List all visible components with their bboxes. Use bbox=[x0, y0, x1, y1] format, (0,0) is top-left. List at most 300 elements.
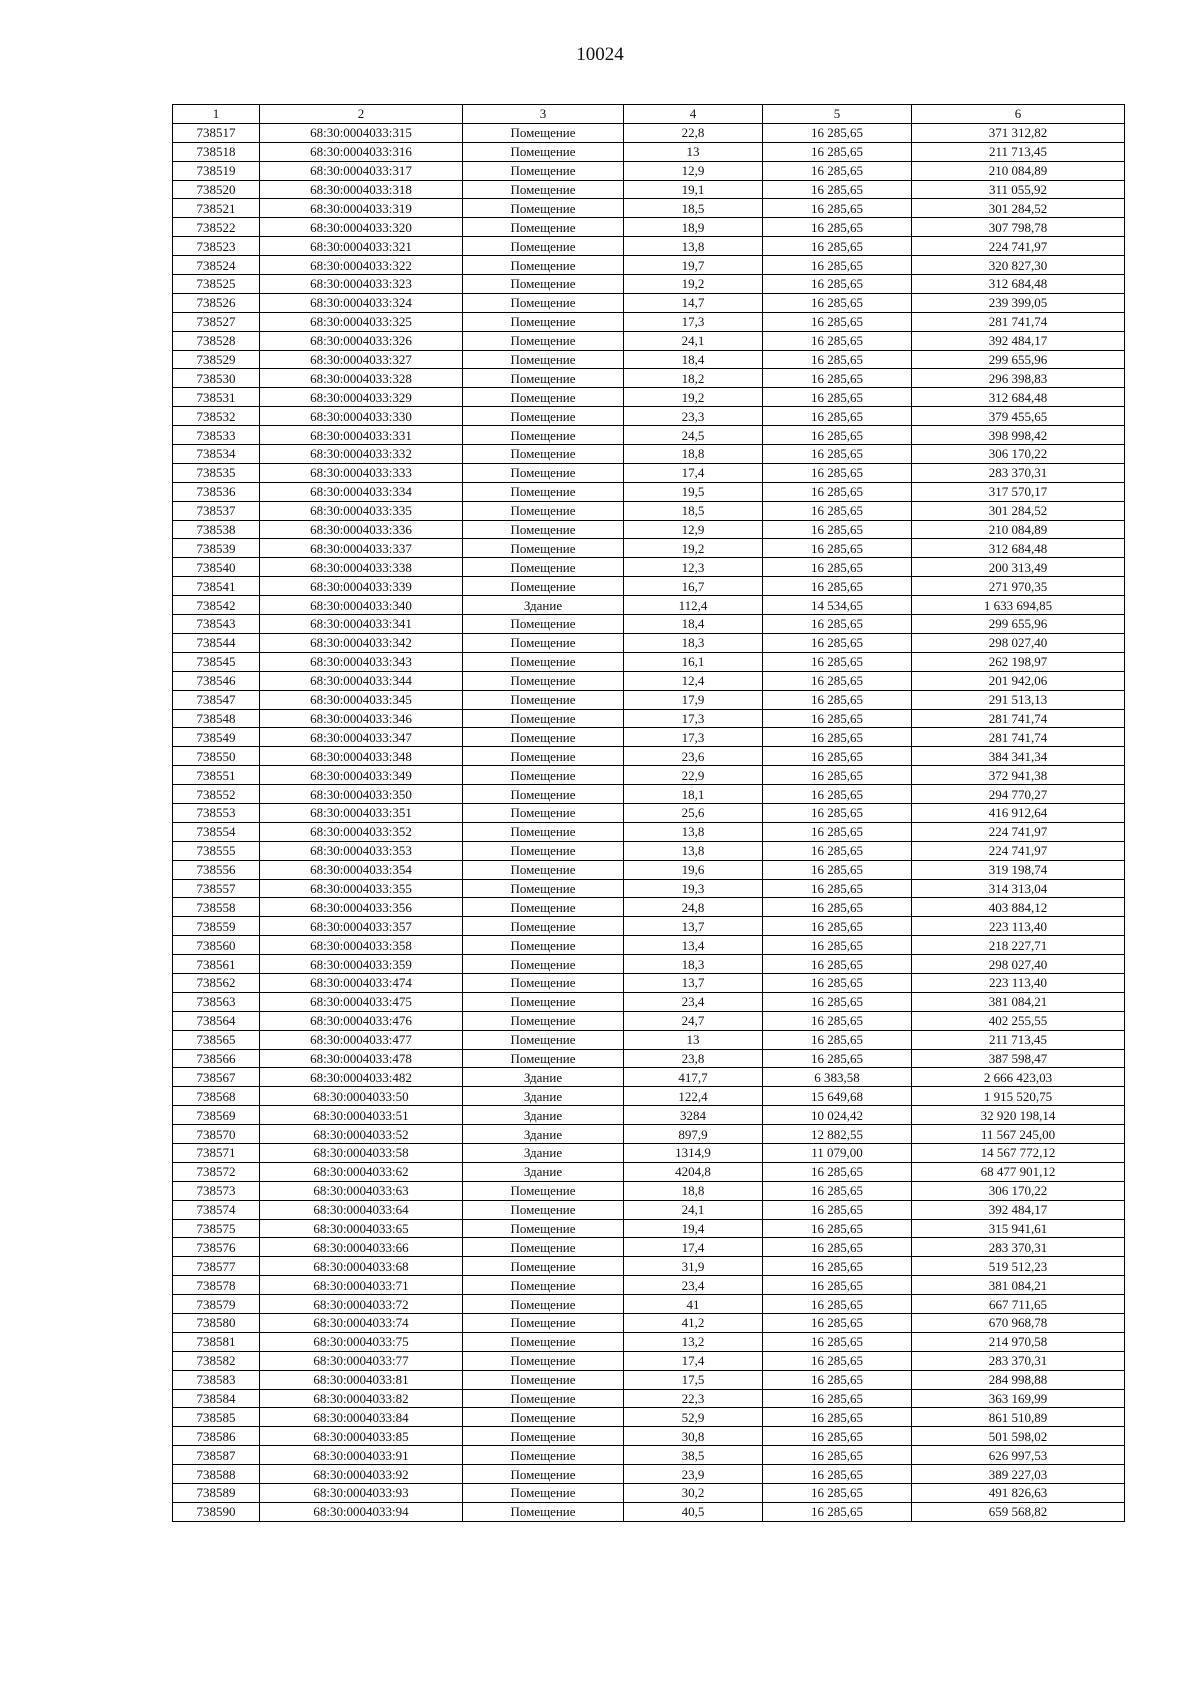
specific-value-cell: 16 285,65 bbox=[763, 671, 912, 690]
table-row bbox=[173, 1427, 1125, 1446]
cadastral-value-cell: 384 341,34 bbox=[912, 747, 1125, 766]
cadastral-number-cell: 68:30:0004033:91 bbox=[260, 1446, 463, 1465]
row-number-cell: 738535 bbox=[173, 463, 260, 482]
specific-value-cell: 16 285,65 bbox=[763, 369, 912, 388]
specific-value-cell: 16 285,65 bbox=[763, 1238, 912, 1257]
cadastral-value-cell: 381 084,21 bbox=[912, 992, 1125, 1011]
area-cell: 1314,9 bbox=[624, 1143, 763, 1162]
cadastral-number-cell: 68:30:0004033:348 bbox=[260, 747, 463, 766]
object-type-cell: Помещение bbox=[463, 615, 624, 634]
object-type-cell: Здание bbox=[463, 1125, 624, 1144]
row-number-cell: 738569 bbox=[173, 1106, 260, 1125]
row-number-cell: 738582 bbox=[173, 1351, 260, 1370]
specific-value-cell: 16 285,65 bbox=[763, 1257, 912, 1276]
cadastral-number-cell: 68:30:0004033:50 bbox=[260, 1087, 463, 1106]
cadastral-value-cell: 224 741,97 bbox=[912, 841, 1125, 860]
cadastral-value-cell: 306 170,22 bbox=[912, 1181, 1125, 1200]
area-cell: 22,3 bbox=[624, 1389, 763, 1408]
area-cell: 417,7 bbox=[624, 1068, 763, 1087]
table-row bbox=[173, 1068, 1125, 1087]
area-cell: 17,4 bbox=[624, 1238, 763, 1257]
area-cell: 17,9 bbox=[624, 690, 763, 709]
column-header-5: 5 bbox=[763, 105, 912, 124]
cadastral-value-cell: 296 398,83 bbox=[912, 369, 1125, 388]
object-type-cell: Помещение bbox=[463, 766, 624, 785]
object-type-cell: Помещение bbox=[463, 1276, 624, 1295]
cadastral-number-cell: 68:30:0004033:320 bbox=[260, 218, 463, 237]
area-cell: 18,1 bbox=[624, 785, 763, 804]
object-type-cell: Помещение bbox=[463, 860, 624, 879]
cadastral-number-cell: 68:30:0004033:62 bbox=[260, 1162, 463, 1181]
table-row bbox=[173, 1446, 1125, 1465]
row-number-cell: 738543 bbox=[173, 615, 260, 634]
row-number-cell: 738521 bbox=[173, 199, 260, 218]
row-number-cell: 738519 bbox=[173, 161, 260, 180]
row-number-cell: 738562 bbox=[173, 973, 260, 992]
cadastral-number-cell: 68:30:0004033:81 bbox=[260, 1370, 463, 1389]
area-cell: 12,3 bbox=[624, 558, 763, 577]
cadastral-value-cell: 363 169,99 bbox=[912, 1389, 1125, 1408]
cadastral-number-cell: 68:30:0004033:343 bbox=[260, 652, 463, 671]
area-cell: 24,7 bbox=[624, 1011, 763, 1030]
object-type-cell: Здание bbox=[463, 1106, 624, 1125]
cadastral-number-cell: 68:30:0004033:316 bbox=[260, 142, 463, 161]
row-number-cell: 738576 bbox=[173, 1238, 260, 1257]
table-row bbox=[173, 1314, 1125, 1333]
row-number-cell: 738564 bbox=[173, 1011, 260, 1030]
object-type-cell: Помещение bbox=[463, 1219, 624, 1238]
cadastral-number-cell: 68:30:0004033:349 bbox=[260, 766, 463, 785]
row-number-cell: 738550 bbox=[173, 747, 260, 766]
cadastral-value-cell: 262 198,97 bbox=[912, 652, 1125, 671]
table-row bbox=[173, 180, 1125, 199]
row-number-cell: 738570 bbox=[173, 1125, 260, 1144]
area-cell: 17,4 bbox=[624, 463, 763, 482]
cadastral-value-cell: 416 912,64 bbox=[912, 803, 1125, 822]
specific-value-cell: 16 285,65 bbox=[763, 1484, 912, 1503]
object-type-cell: Помещение bbox=[463, 539, 624, 558]
area-cell: 18,4 bbox=[624, 615, 763, 634]
cadastral-value-cell: 379 455,65 bbox=[912, 407, 1125, 426]
cadastral-number-cell: 68:30:0004033:94 bbox=[260, 1502, 463, 1521]
cadastral-number-cell: 68:30:0004033:333 bbox=[260, 463, 463, 482]
row-number-cell: 738534 bbox=[173, 445, 260, 464]
specific-value-cell: 16 285,65 bbox=[763, 822, 912, 841]
table-row bbox=[173, 1389, 1125, 1408]
cadastral-value-cell: 299 655,96 bbox=[912, 350, 1125, 369]
cadastral-number-cell: 68:30:0004033:357 bbox=[260, 917, 463, 936]
row-number-cell: 738549 bbox=[173, 728, 260, 747]
specific-value-cell: 16 285,65 bbox=[763, 992, 912, 1011]
cadastral-number-cell: 68:30:0004033:354 bbox=[260, 860, 463, 879]
cadastral-number-cell: 68:30:0004033:476 bbox=[260, 1011, 463, 1030]
object-type-cell: Помещение bbox=[463, 1257, 624, 1276]
object-type-cell: Помещение bbox=[463, 936, 624, 955]
row-number-cell: 738537 bbox=[173, 501, 260, 520]
area-cell: 30,8 bbox=[624, 1427, 763, 1446]
row-number-cell: 738578 bbox=[173, 1276, 260, 1295]
object-type-cell: Помещение bbox=[463, 917, 624, 936]
area-cell: 12,4 bbox=[624, 671, 763, 690]
object-type-cell: Здание bbox=[463, 596, 624, 615]
object-type-cell: Помещение bbox=[463, 180, 624, 199]
cadastral-value-cell: 14 567 772,12 bbox=[912, 1143, 1125, 1162]
area-cell: 24,8 bbox=[624, 898, 763, 917]
specific-value-cell: 16 285,65 bbox=[763, 275, 912, 294]
row-number-cell: 738583 bbox=[173, 1370, 260, 1389]
object-type-cell: Помещение bbox=[463, 652, 624, 671]
specific-value-cell: 16 285,65 bbox=[763, 350, 912, 369]
row-number-cell: 738579 bbox=[173, 1295, 260, 1314]
cadastral-number-cell: 68:30:0004033:327 bbox=[260, 350, 463, 369]
table-row bbox=[173, 936, 1125, 955]
row-number-cell: 738542 bbox=[173, 596, 260, 615]
table-row bbox=[173, 955, 1125, 974]
cadastral-number-cell: 68:30:0004033:477 bbox=[260, 1030, 463, 1049]
cadastral-value-cell: 311 055,92 bbox=[912, 180, 1125, 199]
object-type-cell: Помещение bbox=[463, 218, 624, 237]
table-row bbox=[173, 596, 1125, 615]
cadastral-number-cell: 68:30:0004033:326 bbox=[260, 331, 463, 350]
object-type-cell: Помещение bbox=[463, 501, 624, 520]
page-number: 10024 bbox=[576, 44, 624, 65]
table-row bbox=[173, 1332, 1125, 1351]
object-type-cell: Помещение bbox=[463, 558, 624, 577]
cadastral-value-cell: 214 970,58 bbox=[912, 1332, 1125, 1351]
object-type-cell: Помещение bbox=[463, 747, 624, 766]
cadastral-value-cell: 271 970,35 bbox=[912, 577, 1125, 596]
object-type-cell: Помещение bbox=[463, 785, 624, 804]
cadastral-number-cell: 68:30:0004033:334 bbox=[260, 482, 463, 501]
row-number-cell: 738573 bbox=[173, 1181, 260, 1200]
cadastral-value-cell: 291 513,13 bbox=[912, 690, 1125, 709]
cadastral-number-cell: 68:30:0004033:315 bbox=[260, 123, 463, 142]
area-cell: 16,7 bbox=[624, 577, 763, 596]
specific-value-cell: 16 285,65 bbox=[763, 1200, 912, 1219]
object-type-cell: Помещение bbox=[463, 992, 624, 1011]
cadastral-value-cell: 667 711,65 bbox=[912, 1295, 1125, 1314]
area-cell: 30,2 bbox=[624, 1484, 763, 1503]
row-number-cell: 738555 bbox=[173, 841, 260, 860]
table-row bbox=[173, 1162, 1125, 1181]
area-cell: 13 bbox=[624, 1030, 763, 1049]
row-number-cell: 738545 bbox=[173, 652, 260, 671]
area-cell: 19,6 bbox=[624, 860, 763, 879]
table-row bbox=[173, 1143, 1125, 1162]
cadastral-number-cell: 68:30:0004033:347 bbox=[260, 728, 463, 747]
cadastral-value-cell: 312 684,48 bbox=[912, 275, 1125, 294]
cadastral-number-cell: 68:30:0004033:72 bbox=[260, 1295, 463, 1314]
cadastral-value-cell: 210 084,89 bbox=[912, 520, 1125, 539]
table-row bbox=[173, 1408, 1125, 1427]
cadastral-value-cell: 403 884,12 bbox=[912, 898, 1125, 917]
row-number-cell: 738541 bbox=[173, 577, 260, 596]
area-cell: 18,5 bbox=[624, 199, 763, 218]
specific-value-cell: 16 285,65 bbox=[763, 652, 912, 671]
object-type-cell: Помещение bbox=[463, 955, 624, 974]
cadastral-number-cell: 68:30:0004033:68 bbox=[260, 1257, 463, 1276]
row-number-cell: 738530 bbox=[173, 369, 260, 388]
cadastral-value-cell: 659 568,82 bbox=[912, 1502, 1125, 1521]
cadastral-number-cell: 68:30:0004033:358 bbox=[260, 936, 463, 955]
cadastral-number-cell: 68:30:0004033:66 bbox=[260, 1238, 463, 1257]
area-cell: 4204,8 bbox=[624, 1162, 763, 1181]
object-type-cell: Помещение bbox=[463, 1484, 624, 1503]
cadastral-number-cell: 68:30:0004033:339 bbox=[260, 577, 463, 596]
area-cell: 897,9 bbox=[624, 1125, 763, 1144]
table-row bbox=[173, 860, 1125, 879]
area-cell: 25,6 bbox=[624, 803, 763, 822]
specific-value-cell: 16 285,65 bbox=[763, 690, 912, 709]
area-cell: 13,7 bbox=[624, 973, 763, 992]
cadastral-value-cell: 224 741,97 bbox=[912, 822, 1125, 841]
object-type-cell: Здание bbox=[463, 1143, 624, 1162]
specific-value-cell: 16 285,65 bbox=[763, 1030, 912, 1049]
table-row bbox=[173, 1125, 1125, 1144]
row-number-cell: 738539 bbox=[173, 539, 260, 558]
table-row bbox=[173, 539, 1125, 558]
cadastral-number-cell: 68:30:0004033:92 bbox=[260, 1465, 463, 1484]
cadastral-value-cell: 1 915 520,75 bbox=[912, 1087, 1125, 1106]
row-number-cell: 738571 bbox=[173, 1143, 260, 1162]
specific-value-cell: 16 285,65 bbox=[763, 142, 912, 161]
table-row bbox=[173, 652, 1125, 671]
specific-value-cell: 16 285,65 bbox=[763, 879, 912, 898]
cadastral-number-cell: 68:30:0004033:345 bbox=[260, 690, 463, 709]
object-type-cell: Помещение bbox=[463, 256, 624, 275]
cadastral-number-cell: 68:30:0004033:332 bbox=[260, 445, 463, 464]
table-row bbox=[173, 1106, 1125, 1125]
specific-value-cell: 16 285,65 bbox=[763, 860, 912, 879]
specific-value-cell: 16 285,65 bbox=[763, 539, 912, 558]
table-row bbox=[173, 445, 1125, 464]
cadastral-number-cell: 68:30:0004033:322 bbox=[260, 256, 463, 275]
cadastral-value-cell: 281 741,74 bbox=[912, 728, 1125, 747]
cadastral-value-cell: 381 084,21 bbox=[912, 1276, 1125, 1295]
row-number-cell: 738575 bbox=[173, 1219, 260, 1238]
row-number-cell: 738517 bbox=[173, 123, 260, 142]
cadastral-number-cell: 68:30:0004033:58 bbox=[260, 1143, 463, 1162]
table-row bbox=[173, 463, 1125, 482]
cadastral-value-cell: 218 227,71 bbox=[912, 936, 1125, 955]
cadastral-number-cell: 68:30:0004033:331 bbox=[260, 426, 463, 445]
column-header-3: 3 bbox=[463, 105, 624, 124]
cadastral-value-cell: 68 477 901,12 bbox=[912, 1162, 1125, 1181]
object-type-cell: Помещение bbox=[463, 879, 624, 898]
row-number-cell: 738533 bbox=[173, 426, 260, 445]
column-header-1: 1 bbox=[173, 105, 260, 124]
area-cell: 17,4 bbox=[624, 1351, 763, 1370]
specific-value-cell: 16 285,65 bbox=[763, 331, 912, 350]
cadastral-value-cell: 283 370,31 bbox=[912, 1238, 1125, 1257]
cadastral-number-cell: 68:30:0004033:329 bbox=[260, 388, 463, 407]
specific-value-cell: 16 285,65 bbox=[763, 728, 912, 747]
object-type-cell: Помещение bbox=[463, 1011, 624, 1030]
table-row bbox=[173, 728, 1125, 747]
row-number-cell: 738577 bbox=[173, 1257, 260, 1276]
row-number-cell: 738551 bbox=[173, 766, 260, 785]
object-type-cell: Помещение bbox=[463, 1389, 624, 1408]
specific-value-cell: 16 285,65 bbox=[763, 955, 912, 974]
specific-value-cell: 16 285,65 bbox=[763, 1314, 912, 1333]
specific-value-cell: 16 285,65 bbox=[763, 407, 912, 426]
specific-value-cell: 16 285,65 bbox=[763, 1181, 912, 1200]
row-number-cell: 738580 bbox=[173, 1314, 260, 1333]
area-cell: 16,1 bbox=[624, 652, 763, 671]
specific-value-cell: 16 285,65 bbox=[763, 1465, 912, 1484]
specific-value-cell: 16 285,65 bbox=[763, 1370, 912, 1389]
specific-value-cell: 16 285,65 bbox=[763, 633, 912, 652]
row-number-cell: 738526 bbox=[173, 293, 260, 312]
area-cell: 18,4 bbox=[624, 350, 763, 369]
cadastral-number-cell: 68:30:0004033:336 bbox=[260, 520, 463, 539]
area-cell: 19,4 bbox=[624, 1219, 763, 1238]
area-cell: 3284 bbox=[624, 1106, 763, 1125]
specific-value-cell: 16 285,65 bbox=[763, 973, 912, 992]
cadastral-value-cell: 307 798,78 bbox=[912, 218, 1125, 237]
cadastral-value-cell: 670 968,78 bbox=[912, 1314, 1125, 1333]
area-cell: 23,4 bbox=[624, 992, 763, 1011]
area-cell: 19,2 bbox=[624, 388, 763, 407]
specific-value-cell: 16 285,65 bbox=[763, 123, 912, 142]
cadastral-number-cell: 68:30:0004033:359 bbox=[260, 955, 463, 974]
cadastral-number-cell: 68:30:0004033:355 bbox=[260, 879, 463, 898]
area-cell: 41 bbox=[624, 1295, 763, 1314]
table-row bbox=[173, 992, 1125, 1011]
table-row bbox=[173, 350, 1125, 369]
table-row bbox=[173, 123, 1125, 142]
table-row bbox=[173, 822, 1125, 841]
area-cell: 24,5 bbox=[624, 426, 763, 445]
table-row bbox=[173, 1276, 1125, 1295]
specific-value-cell: 16 285,65 bbox=[763, 388, 912, 407]
cadastral-value-cell: 281 741,74 bbox=[912, 709, 1125, 728]
table-row bbox=[173, 1484, 1125, 1503]
specific-value-cell: 16 285,65 bbox=[763, 501, 912, 520]
table-row bbox=[173, 690, 1125, 709]
specific-value-cell: 16 285,65 bbox=[763, 1049, 912, 1068]
cadastral-number-cell: 68:30:0004033:482 bbox=[260, 1068, 463, 1087]
object-type-cell: Помещение bbox=[463, 426, 624, 445]
object-type-cell: Помещение bbox=[463, 312, 624, 331]
cadastral-value-cell: 320 827,30 bbox=[912, 256, 1125, 275]
cadastral-number-cell: 68:30:0004033:324 bbox=[260, 293, 463, 312]
table-row bbox=[173, 917, 1125, 936]
specific-value-cell: 16 285,65 bbox=[763, 577, 912, 596]
area-cell: 23,9 bbox=[624, 1465, 763, 1484]
specific-value-cell: 16 285,65 bbox=[763, 747, 912, 766]
specific-value-cell: 16 285,65 bbox=[763, 709, 912, 728]
area-cell: 24,1 bbox=[624, 331, 763, 350]
table-row bbox=[173, 785, 1125, 804]
specific-value-cell: 14 534,65 bbox=[763, 596, 912, 615]
row-number-cell: 738558 bbox=[173, 898, 260, 917]
object-type-cell: Помещение bbox=[463, 898, 624, 917]
table-row bbox=[173, 709, 1125, 728]
table-row bbox=[173, 747, 1125, 766]
column-header-6: 6 bbox=[912, 105, 1125, 124]
cadastral-number-cell: 68:30:0004033:351 bbox=[260, 803, 463, 822]
row-number-cell: 738586 bbox=[173, 1427, 260, 1446]
area-cell: 18,8 bbox=[624, 1181, 763, 1200]
specific-value-cell: 10 024,42 bbox=[763, 1106, 912, 1125]
area-cell: 24,1 bbox=[624, 1200, 763, 1219]
object-type-cell: Здание bbox=[463, 1162, 624, 1181]
cadastral-value-cell: 398 998,42 bbox=[912, 426, 1125, 445]
row-number-cell: 738572 bbox=[173, 1162, 260, 1181]
area-cell: 18,5 bbox=[624, 501, 763, 520]
row-number-cell: 738563 bbox=[173, 992, 260, 1011]
cadastral-number-cell: 68:30:0004033:344 bbox=[260, 671, 463, 690]
specific-value-cell: 16 285,65 bbox=[763, 482, 912, 501]
cadastral-number-cell: 68:30:0004033:475 bbox=[260, 992, 463, 1011]
specific-value-cell: 16 285,65 bbox=[763, 1276, 912, 1295]
specific-value-cell: 16 285,65 bbox=[763, 1389, 912, 1408]
cadastral-number-cell: 68:30:0004033:353 bbox=[260, 841, 463, 860]
area-cell: 19,5 bbox=[624, 482, 763, 501]
object-type-cell: Помещение bbox=[463, 1200, 624, 1219]
row-number-cell: 738531 bbox=[173, 388, 260, 407]
table-row bbox=[173, 142, 1125, 161]
row-number-cell: 738574 bbox=[173, 1200, 260, 1219]
row-number-cell: 738590 bbox=[173, 1502, 260, 1521]
table-row bbox=[173, 1181, 1125, 1200]
cadastral-value-cell: 211 713,45 bbox=[912, 142, 1125, 161]
object-type-cell: Помещение bbox=[463, 463, 624, 482]
cadastral-value-cell: 201 942,06 bbox=[912, 671, 1125, 690]
table-row bbox=[173, 1200, 1125, 1219]
cadastral-value-cell: 392 484,17 bbox=[912, 1200, 1125, 1219]
area-cell: 31,9 bbox=[624, 1257, 763, 1276]
cadastral-number-cell: 68:30:0004033:325 bbox=[260, 312, 463, 331]
column-header-4: 4 bbox=[624, 105, 763, 124]
cadastral-number-cell: 68:30:0004033:93 bbox=[260, 1484, 463, 1503]
row-number-cell: 738552 bbox=[173, 785, 260, 804]
cadastral-value-cell: 317 570,17 bbox=[912, 482, 1125, 501]
specific-value-cell: 16 285,65 bbox=[763, 1427, 912, 1446]
cadastral-value-cell: 312 684,48 bbox=[912, 388, 1125, 407]
specific-value-cell: 16 285,65 bbox=[763, 520, 912, 539]
object-type-cell: Помещение bbox=[463, 369, 624, 388]
table-row bbox=[173, 1049, 1125, 1068]
object-type-cell: Помещение bbox=[463, 445, 624, 464]
row-number-cell: 738540 bbox=[173, 558, 260, 577]
object-type-cell: Помещение bbox=[463, 709, 624, 728]
area-cell: 17,3 bbox=[624, 709, 763, 728]
cadastral-number-cell: 68:30:0004033:52 bbox=[260, 1125, 463, 1144]
object-type-cell: Помещение bbox=[463, 973, 624, 992]
cadastral-number-cell: 68:30:0004033:64 bbox=[260, 1200, 463, 1219]
cadastral-value-cell: 224 741,97 bbox=[912, 237, 1125, 256]
object-type-cell: Помещение bbox=[463, 350, 624, 369]
specific-value-cell: 16 285,65 bbox=[763, 1502, 912, 1521]
area-cell: 18,8 bbox=[624, 445, 763, 464]
cadastral-value-cell: 281 741,74 bbox=[912, 312, 1125, 331]
object-type-cell: Помещение bbox=[463, 407, 624, 426]
cadastral-value-cell: 306 170,22 bbox=[912, 445, 1125, 464]
specific-value-cell: 16 285,65 bbox=[763, 1219, 912, 1238]
cadastral-value-cell: 519 512,23 bbox=[912, 1257, 1125, 1276]
row-number-cell: 738588 bbox=[173, 1465, 260, 1484]
specific-value-cell: 16 285,65 bbox=[763, 312, 912, 331]
table-row bbox=[173, 275, 1125, 294]
object-type-cell: Помещение bbox=[463, 520, 624, 539]
area-cell: 19,2 bbox=[624, 275, 763, 294]
cadastral-number-cell: 68:30:0004033:63 bbox=[260, 1181, 463, 1200]
object-type-cell: Помещение bbox=[463, 1446, 624, 1465]
table-row bbox=[173, 237, 1125, 256]
specific-value-cell: 16 285,65 bbox=[763, 293, 912, 312]
